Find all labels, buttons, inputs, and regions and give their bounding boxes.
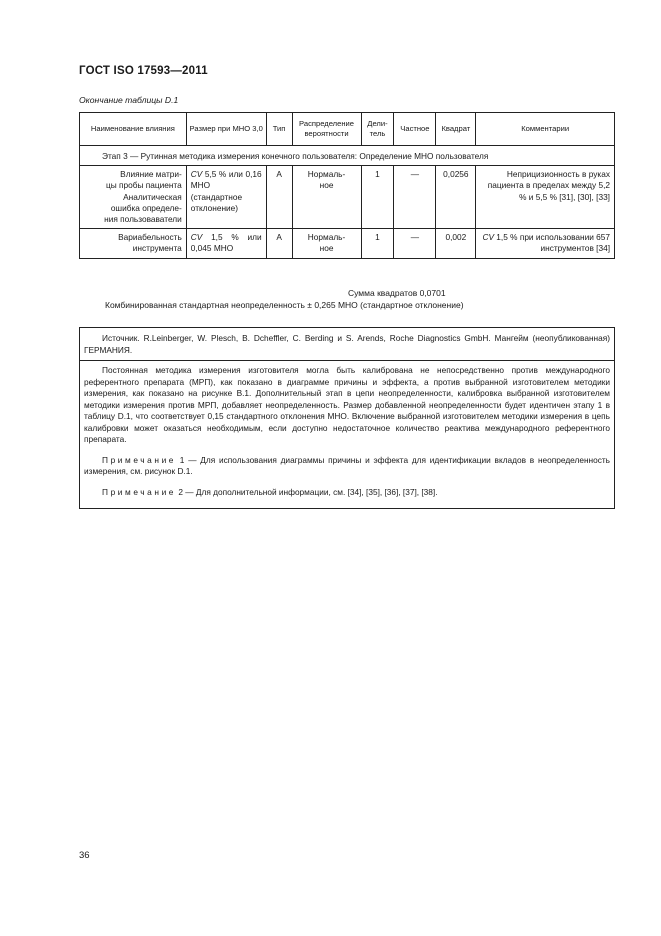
note-label: Примечание <box>102 454 177 465</box>
methodology-paragraph: Постоянная методика измерения изготовителя могла быть калиброванa не непосредственно против международного референтного препарата (МРП), как показано в диаграмме причины и эффекта, а против выбранной изготовителем методики измерения, как показано на рисунке В.1. Дополнительный этап в цепи неопределенности, калибровка выбранной изготовителем методики измерения против МРП, добавляет неопределенность. Размер добавленной неопределенности будет идентичен этапу 1 в таблицу D.1, что соответствует 0,15 стандартного отклонения МНО. Включение выбранной изготовителем методики измерения в цепь калибровки может оказаться необходимым, если доступно недостаточное количество реактива международного референтного препарата. <box>84 365 610 444</box>
combined-uncertainty: Комбинированная стандартная неопределенность ± 0,265 МНО (стандартное отклонение) <box>105 300 464 310</box>
uncertainty-table <box>79 112 615 259</box>
sum-of-squares: Сумма квадратов 0,0701 <box>348 288 446 298</box>
cv-label: CV <box>482 232 494 243</box>
influence-cell: Вариабельность инструмента <box>80 229 187 258</box>
header-type: Тип <box>266 113 292 146</box>
influence-line: цы пробы пациента <box>105 180 182 191</box>
header-divisor: Дели- тель <box>361 113 394 146</box>
stage-label: Этап 3 — Рутинная методика измерения конечного пользователя: Определение МНО пользователя <box>80 146 615 166</box>
table-caption: Окончание таблицы D.1 <box>79 95 179 105</box>
quotient-cell: — <box>394 166 436 229</box>
influence-cell <box>80 166 187 229</box>
influence-line: Аналитическая <box>123 191 182 202</box>
note-text: 1 — Для использования диаграммы причины и эффекта для идентификации вкладов в неопределенность измерения, см. рисунок D.1. <box>84 454 610 476</box>
cv-label: CV <box>190 169 203 180</box>
page-number: 36 <box>79 850 90 861</box>
stage-row <box>80 146 615 166</box>
distribution-cell: Нормаль- ное <box>292 166 361 229</box>
size-cell <box>186 166 266 229</box>
quotient-cell: — <box>394 229 436 258</box>
table-header-row <box>80 113 615 146</box>
size-cell <box>186 229 266 258</box>
comment-text: 1,5 % при использовании 657 инструментов [34] <box>494 232 610 254</box>
header-size: Размер при МНО 3,0 <box>186 113 266 146</box>
header-comments: Комментарии <box>476 113 615 146</box>
comment-cell: Неприцизионность в руках пациента в пределах между 5,2 % и 5,5 % [31], [30], [33] <box>476 166 615 229</box>
note-label: Примечание <box>102 486 177 497</box>
table-row <box>80 166 615 229</box>
influence-line: ния пользоваватели <box>104 214 182 225</box>
type-cell: А <box>266 229 292 258</box>
summary-block <box>79 287 615 311</box>
size-value: 1,5 % или 0,045 МНО <box>190 232 262 254</box>
note-text: 2 — Для дополнительной информации, см. [34], [35], [36], [37], [38]. <box>176 486 438 497</box>
note-2 <box>80 478 614 499</box>
type-cell: А <box>266 166 292 229</box>
document-header: ГОСТ ISO 17593—2011 <box>79 65 208 77</box>
divisor-cell: 1 <box>361 229 394 258</box>
comment-cell <box>476 229 615 258</box>
header-square: Квадрат <box>436 113 476 146</box>
table-row <box>80 229 615 258</box>
note-1 <box>80 446 614 478</box>
cv-label: CV <box>190 232 203 243</box>
header-distribution: Распределение вероятности <box>292 113 361 146</box>
header-influence: Наименование влияния <box>80 113 187 146</box>
square-cell: 0,002 <box>436 229 476 258</box>
distribution-cell: Нормаль- ное <box>292 229 361 258</box>
header-quotient: Частное <box>394 113 436 146</box>
square-cell: 0,0256 <box>436 166 476 229</box>
divisor-cell: 1 <box>361 166 394 229</box>
source-text: Источник. R.Leinberger, W. Plesch, B. Dcheffler, C. Berding и S. Arends, Roche Diagnostics GmbH. Мангейм (неопубликованная) ГЕРМАНИЯ. <box>80 328 614 361</box>
influence-line: Влияние матри- <box>120 169 182 180</box>
size-value: 5,5 % или 0,16 МНО (стандартное отклонение) <box>190 169 262 213</box>
source-box <box>79 327 615 509</box>
influence-line: ошибка определе- <box>110 202 182 213</box>
